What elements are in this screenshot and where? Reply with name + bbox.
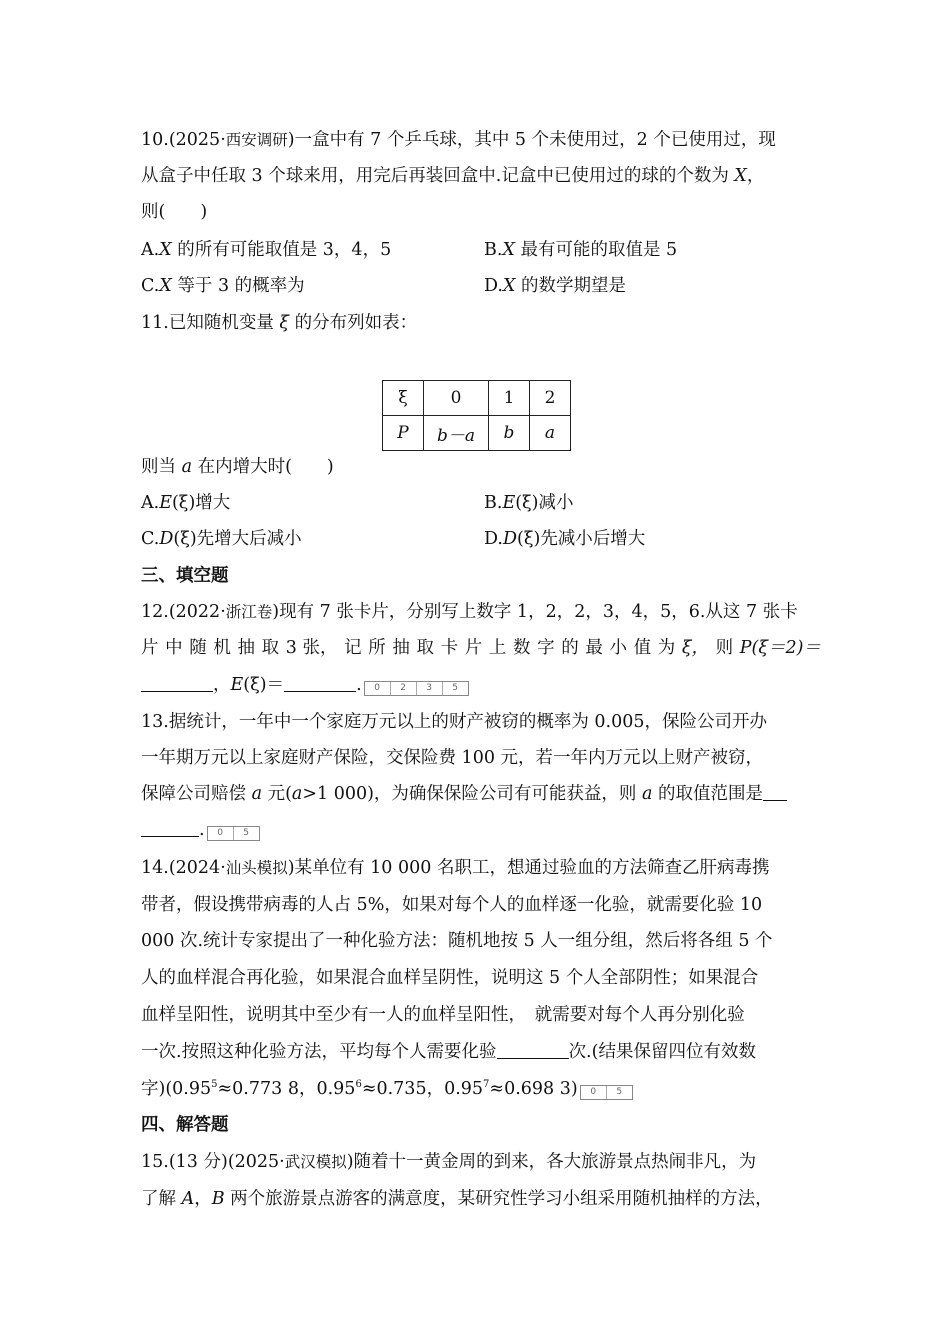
q14-line7: 字)($0.95^5\approx 0.773$ 8，$0.95^6\approx 0.735$，$0.95^7\approx 0.698$ 3) 0 5 bbox=[141, 1077, 633, 1101]
q11-option-d: D.D(ξ)先减小后增大 bbox=[484, 529, 646, 549]
q10-option-c: C.X 等于 3 的概率为 bbox=[141, 276, 305, 296]
q14-line3: 000 次.统计专家提出了一种化验方法：随机地按 5 人一组分组，然后将各组 5 个 bbox=[141, 931, 773, 951]
q10-line1 bbox=[141, 128, 776, 152]
q14-line2: 带者，假设携带病毒的人占 5%，如果对每个人的血样逐一化验，就需要化验 10 bbox=[141, 895, 763, 915]
q13-line1: 13.据统计，一年中一个家庭万元以上的财产被窃的概率为 0.005，保险公司开办 bbox=[141, 712, 767, 732]
q11-option-c: C.D(ξ)先增大后减小 bbox=[141, 529, 302, 549]
q12-line3: ，E(ξ)＝ . 0 2 3 5 bbox=[141, 673, 469, 697]
q10-option-b: B.X 最有可能的取值是 5 bbox=[484, 240, 678, 260]
table-cell: ξ bbox=[383, 381, 424, 416]
q15-line2: 了解 A，B 两个旅游景点游客的满意度，某研究性学习小组采用随机抽样的方法， bbox=[141, 1189, 773, 1209]
q11-option-a: A.E(ξ)增大 bbox=[141, 493, 231, 513]
q13-line4: . 0 5 bbox=[141, 818, 260, 842]
q13-line2: 一年期万元以上家庭财产保险，交保险费 100 元，若一年内万元以上财产被窃， bbox=[141, 748, 764, 768]
q10-source: 西安调研 bbox=[225, 131, 288, 149]
q12-source: 浙江卷 bbox=[225, 603, 273, 621]
q10-number: 10.(2025· bbox=[141, 130, 226, 150]
table-cell: 1 bbox=[489, 381, 530, 416]
q10-line2: 从盒子中任取 3 个球来用，用完后再装回盒中.记盒中已使用过的球的个数为 X， bbox=[141, 166, 765, 186]
q13-line3: 保障公司赔偿 a 元(a>1 000)，为确保保险公司有可能获益，则 a 的取值范围是 bbox=[141, 782, 787, 806]
score-box: 0 5 bbox=[207, 826, 260, 841]
score-box: 0 2 3 5 bbox=[364, 681, 469, 696]
q12-line1: 12.(2022·浙江卷)现有 7 张卡片，分别写上数字 1，2，2，3，4，5，6.从这 7 张卡 bbox=[141, 602, 798, 622]
q14-line6: 一次.按照这种化验方法，平均每个人需要化验 次.(结果保留四位有效数 bbox=[141, 1042, 756, 1062]
answer-blank[interactable] bbox=[763, 782, 787, 801]
answer-blank[interactable] bbox=[141, 673, 213, 692]
table-cell: 2 bbox=[530, 381, 571, 416]
table-cell: 0 bbox=[424, 381, 489, 416]
section-heading-solutions: 四、解答题 bbox=[141, 1115, 229, 1135]
q12-line2: 片 中 随 机 抽 取 3 张， 记 所 抽 取 卡 片 上 数 字 的 最 小 值 为 ξ， 则 P(ξ＝2)＝ bbox=[141, 638, 821, 658]
q10-option-d: D.X 的数学期望是 bbox=[484, 276, 627, 296]
table-row bbox=[383, 416, 571, 451]
q11-line1: 11.已知随机变量 ξ 的分布列如表： bbox=[141, 313, 418, 333]
table-cell: b bbox=[489, 416, 530, 451]
answer-blank[interactable] bbox=[141, 818, 199, 837]
q14-line4: 人的血样混合再化验，如果混合血样呈阴性，说明这 5 个人全部阴性；如果混合 bbox=[141, 968, 759, 988]
q14-source: 汕头模拟 bbox=[225, 859, 288, 877]
answer-blank[interactable] bbox=[497, 1040, 569, 1059]
table-cell: P bbox=[383, 416, 424, 451]
score-box: 0 5 bbox=[580, 1085, 633, 1100]
q11-line2: 则当 a 在内增大时( ) bbox=[141, 457, 334, 477]
q11-option-b: B.E(ξ)减小 bbox=[484, 493, 574, 513]
q15-source: 武汉模拟 bbox=[284, 1153, 347, 1171]
answer-blank[interactable] bbox=[284, 673, 356, 692]
table-row bbox=[383, 381, 571, 416]
table-cell: b－a bbox=[424, 416, 489, 451]
section-heading-fill-in: 三、填空题 bbox=[141, 566, 229, 586]
q15-line1: 15.(13 分)(2025·武汉模拟)随着十一黄金周的到来，各大旅游景点热闹非凡，为 bbox=[141, 1152, 757, 1172]
distribution-table bbox=[382, 380, 571, 451]
q14-line1: 14.(2024·汕头模拟)某单位有 10 000 名职工，想通过验血的方法筛查乙肝病毒携 bbox=[141, 858, 770, 878]
q10-option-a: A.X 的所有可能取值是 3，4，5 bbox=[141, 240, 392, 260]
table-cell: a bbox=[530, 416, 571, 451]
q10-text: )一盒中有 7 个乒乓球，其中 5 个未使用过，2 个已使用过，现 bbox=[287, 130, 776, 150]
q10-line3: 则( ) bbox=[141, 202, 208, 222]
q14-line5: 血样呈阳性，说明其中至少有一人的血样呈阳性， 就需要对每个人再分别化验 bbox=[141, 1005, 745, 1025]
